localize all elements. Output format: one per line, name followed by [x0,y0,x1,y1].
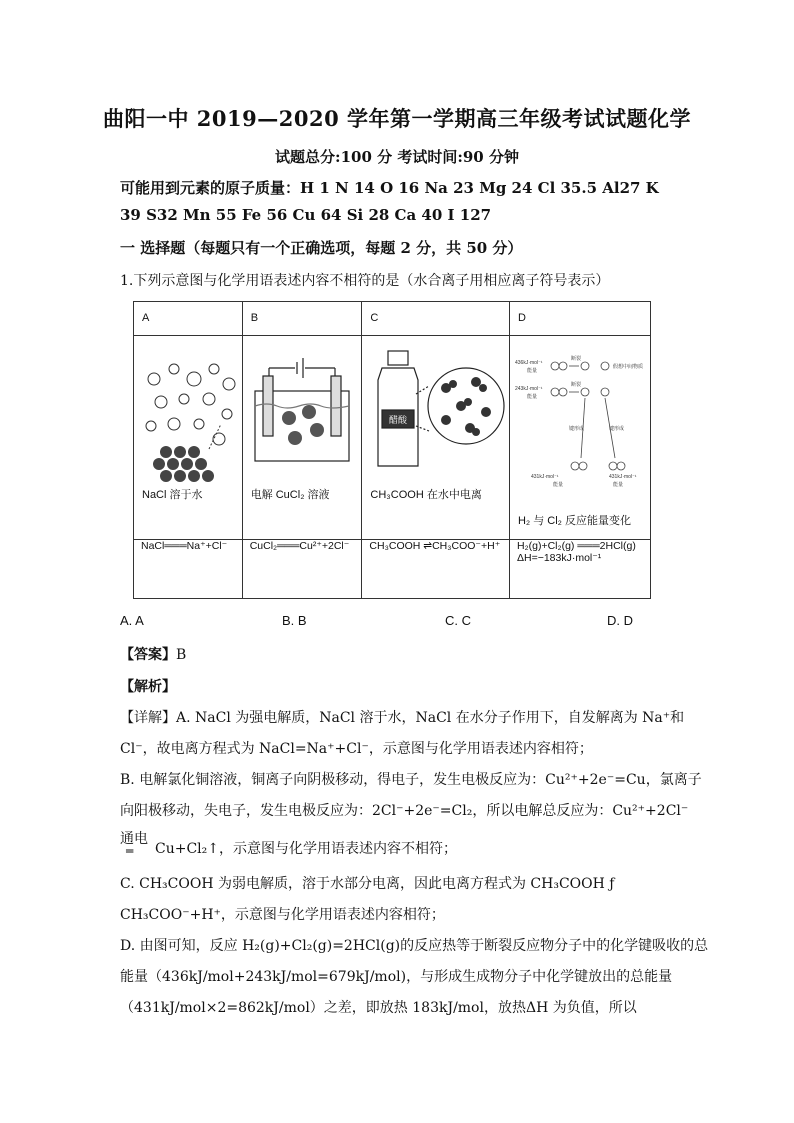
cell-d-figure [509,336,650,540]
equation-c: CH₃COOH ⇌CH₃COO⁻+H⁺ [369,540,501,552]
answer-value: B [176,647,187,663]
answer-label: 【答案】 [120,647,176,663]
acetic-acid-figure [366,346,506,486]
analysis-line-10: （431kJ/mol×2=862kJ/mol）之差，即放热 183kJ/mol，放热ΔH 为负值，所以 [120,1000,637,1016]
d-label-energy2: 能量 [526,394,537,400]
cell-b-figure [242,336,362,540]
atomic-masses-line1: 可能用到元素的原子质量：H 1 N 14 O 16 Na 23 Mg 24 Cl 35.5 Al27 K [120,179,659,197]
question-table [133,301,651,599]
condition-equals: ═ [126,844,134,858]
exam-info: 试题总分:100 分 考试时间:90 分钟 [275,148,519,166]
analysis-line-8: D. 由图可知，反应 H₂(g)+Cl₂(g)=2HCl(g)的反应热等于断裂反应物分子中的化学键吸收的总 [120,938,709,954]
d-label-energy4: 能量 [612,482,623,488]
analysis-line-9: 能量（436kJ/mol+243kJ/mol=679kJ/mol)，与形成生成物分子中化学键放出的总能量 [120,969,673,985]
d-label-break2: 断裂 [570,382,581,388]
d-label-break1: 断裂 [570,356,581,362]
analysis-line-6: C. CH₃COOH 为弱电解质，溶于水部分电离，因此电离方程式为 CH₃COOH ƒ [120,876,615,892]
analysis-line-5: Cu+Cl₂↑，示意图与化学用语表述内容不相符； [155,841,457,857]
d-label-intermediate: 假想中间物质 [612,364,643,370]
section-heading: 一 选择题（每题只有一个正确选项，每题 2 分，共 50 分） [120,239,523,257]
analysis-label: 【解析】 [120,679,176,695]
equation-d: H₂(g)+Cl₂(g) ═══2HCl(g) [516,540,636,552]
d-label-243: 243kJ·mol⁻¹ [514,386,543,392]
choice-a: A. A [120,613,144,628]
caption-b: 电解 CuCl₂ 溶液 [250,489,330,501]
d-label-form1: 键形成 [568,426,584,432]
atomic-masses-line2: 39 S32 Mn 55 Fe 56 Cu 64 Si 28 Ca 40 I 127 [120,206,492,224]
d-label-form2: 键形成 [608,426,624,432]
d-label-436: 436kJ·mol⁻¹ [514,360,543,366]
header-c: C [370,312,379,324]
header-d: D [517,312,526,324]
analysis-line-1: 【详解】A. NaCl 为强电解质，NaCl 溶于水，NaCl 在水分子作用下，自发解离为 Na⁺和 [120,710,685,726]
equation-b: CuCl₂═══Cu²⁺+2Cl⁻ [249,540,350,552]
page-title: 曲阳一中 2019—2020 学年第一学期高三年级考试试题化学 [102,106,691,131]
d-label-energy3: 能量 [552,482,563,488]
answer-line [120,644,186,664]
equation-d-deltah: ΔH=−183kJ·mol⁻¹ [516,552,602,564]
d-label-431a: 431kJ·mol⁻¹ [530,474,559,480]
choice-d: D. D [607,613,633,628]
electrolysis-condition: 通电 [120,831,148,847]
caption-c: CH₃COOH 在水中电离 [370,489,482,501]
d-label-energy1: 能量 [526,368,537,374]
cell-c-figure [362,336,510,540]
header-b: B [250,312,259,324]
electrolysis-figure [247,346,357,486]
caption-a: NaCl 溶于水 [142,489,203,501]
cell-a-figure [134,336,243,540]
d-label-431b: 431kJ·mol⁻¹ [608,474,637,480]
analysis-line-4: 向阳极移动，失电子，发生电极反应为：2Cl⁻+2e⁻=Cl₂，所以电解总反应为：Cu²⁺+2Cl⁻ [120,803,689,819]
nacl-dissolution-figure [139,344,239,494]
choice-b: B. B [282,613,307,628]
analysis-line-3: B. 电解氯化铜溶液，铜离子向阴极移动，得电子，发生电极反应为：Cu²⁺+2e⁻=Cu，氯离子 [120,772,702,788]
analysis-line-7: CH₃COO⁻+H⁺，示意图与化学用语表述内容相符； [120,907,445,923]
equation-a: NaCl═══Na⁺+Cl⁻ [141,540,228,552]
caption-d: H₂ 与 Cl₂ 反应能量变化 [517,515,632,527]
header-a: A [142,312,150,324]
analysis-line-2: Cl⁻，故电离方程式为 NaCl=Na⁺+Cl⁻，示意图与化学用语表述内容相符； [120,741,593,757]
choice-c: C. C [445,613,471,628]
bottle-label: 醋酸 [389,415,408,425]
energy-diagram-figure [513,344,649,504]
question-1: 1.下列示意图与化学用语表述内容不相符的是（水合离子用相应离子符号表示） [120,273,610,289]
